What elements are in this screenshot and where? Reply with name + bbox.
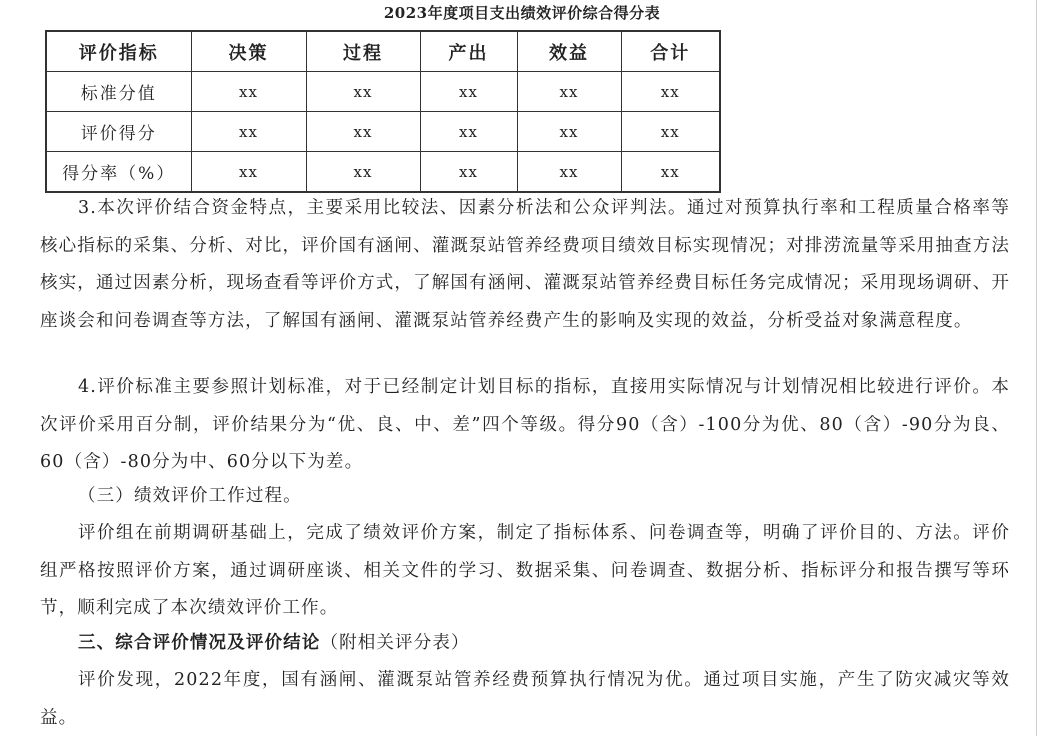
table-cell: xx <box>517 112 621 152</box>
table-cell: xx <box>420 72 517 112</box>
table-cell: xx <box>517 72 621 112</box>
paragraph-conclusion: 评价发现，2022年度，国有涵闸、灌溉泵站管养经费预算执行情况为优。通过项目实施，产生了防灾减灾等效益。 <box>40 670 1010 728</box>
table-row <box>46 72 720 112</box>
section-heading-note: （附相关评分表） <box>320 633 470 653</box>
table-cell: xx <box>306 72 420 112</box>
section-heading-text: 三、综合评价情况及评价结论 <box>78 633 321 653</box>
header-benefit: 效益 <box>517 31 621 72</box>
table-row <box>46 112 720 152</box>
table-cell: xx <box>306 152 420 193</box>
paragraph-criteria: 4.评价标准主要参照计划标准，对于已经制定计划目标的指标，直接用实际情况与计划情况相比较进行评价。本次评价采用百分制，评价结果分为“优、良、中、差”四个等级。得分90（含）-100分为优、80（含）-90分为良、60（含）-80分为中、60分以下为差。 <box>40 377 1010 473</box>
section-heading <box>40 625 1010 663</box>
header-total: 合计 <box>621 31 720 72</box>
table-cell: xx <box>621 72 720 112</box>
row-label: 标准分值 <box>46 72 191 112</box>
table-row <box>46 152 720 193</box>
page-edge-rule <box>1036 0 1037 736</box>
paragraph-method: 3.本次评价结合资金特点，主要采用比较法、因素分析法和公众评判法。通过对预算执行率和工程质量合格率等核心指标的采集、分析、对比，评价国有涵闸、灌溉泵站管养经费项目绩效目标实现情况；对排涝流量等采用抽查方法核实，通过因素分析，现场查看等评价方式，了解国有涵闸、灌溉泵站管养经费目标任务完成情况；采用现场调研、开座谈会和问卷调查等方法，了解国有涵闸、灌溉泵站管养经费产生的影响及实现的效益，分析受益对象满意程度。 <box>40 198 1010 332</box>
paragraph-process: 评价组在前期调研基础上，完成了绩效评价方案，制定了指标体系、问卷调查等，明确了评价目的、方法。评价组严格按照评价方案，通过调研座谈、相关文件的学习、数据采集、问卷调查、数据分析、指标评分和报告撰写等环节，顺利完成了本次绩效评价工作。 <box>40 523 1010 619</box>
table-cell: xx <box>420 112 517 152</box>
table-cell: xx <box>517 152 621 193</box>
table-title: 2023年度项目支出绩效评价综合得分表 <box>383 4 661 22</box>
table-cell: xx <box>191 112 306 152</box>
header-output: 产出 <box>420 31 517 72</box>
row-label: 得分率（%） <box>46 152 191 193</box>
score-table <box>45 30 721 193</box>
table-cell: xx <box>621 152 720 193</box>
table-header-row <box>46 31 720 72</box>
row-label: 评价得分 <box>46 112 191 152</box>
header-decision: 决策 <box>191 31 306 72</box>
table-cell: xx <box>306 112 420 152</box>
header-indicator: 评价指标 <box>46 31 191 72</box>
table-cell: xx <box>420 152 517 193</box>
table-cell: xx <box>191 152 306 193</box>
header-process: 过程 <box>306 31 420 72</box>
table-cell: xx <box>621 112 720 152</box>
table-cell: xx <box>191 72 306 112</box>
sub-heading-process: （三）绩效评价工作过程。 <box>78 486 302 506</box>
